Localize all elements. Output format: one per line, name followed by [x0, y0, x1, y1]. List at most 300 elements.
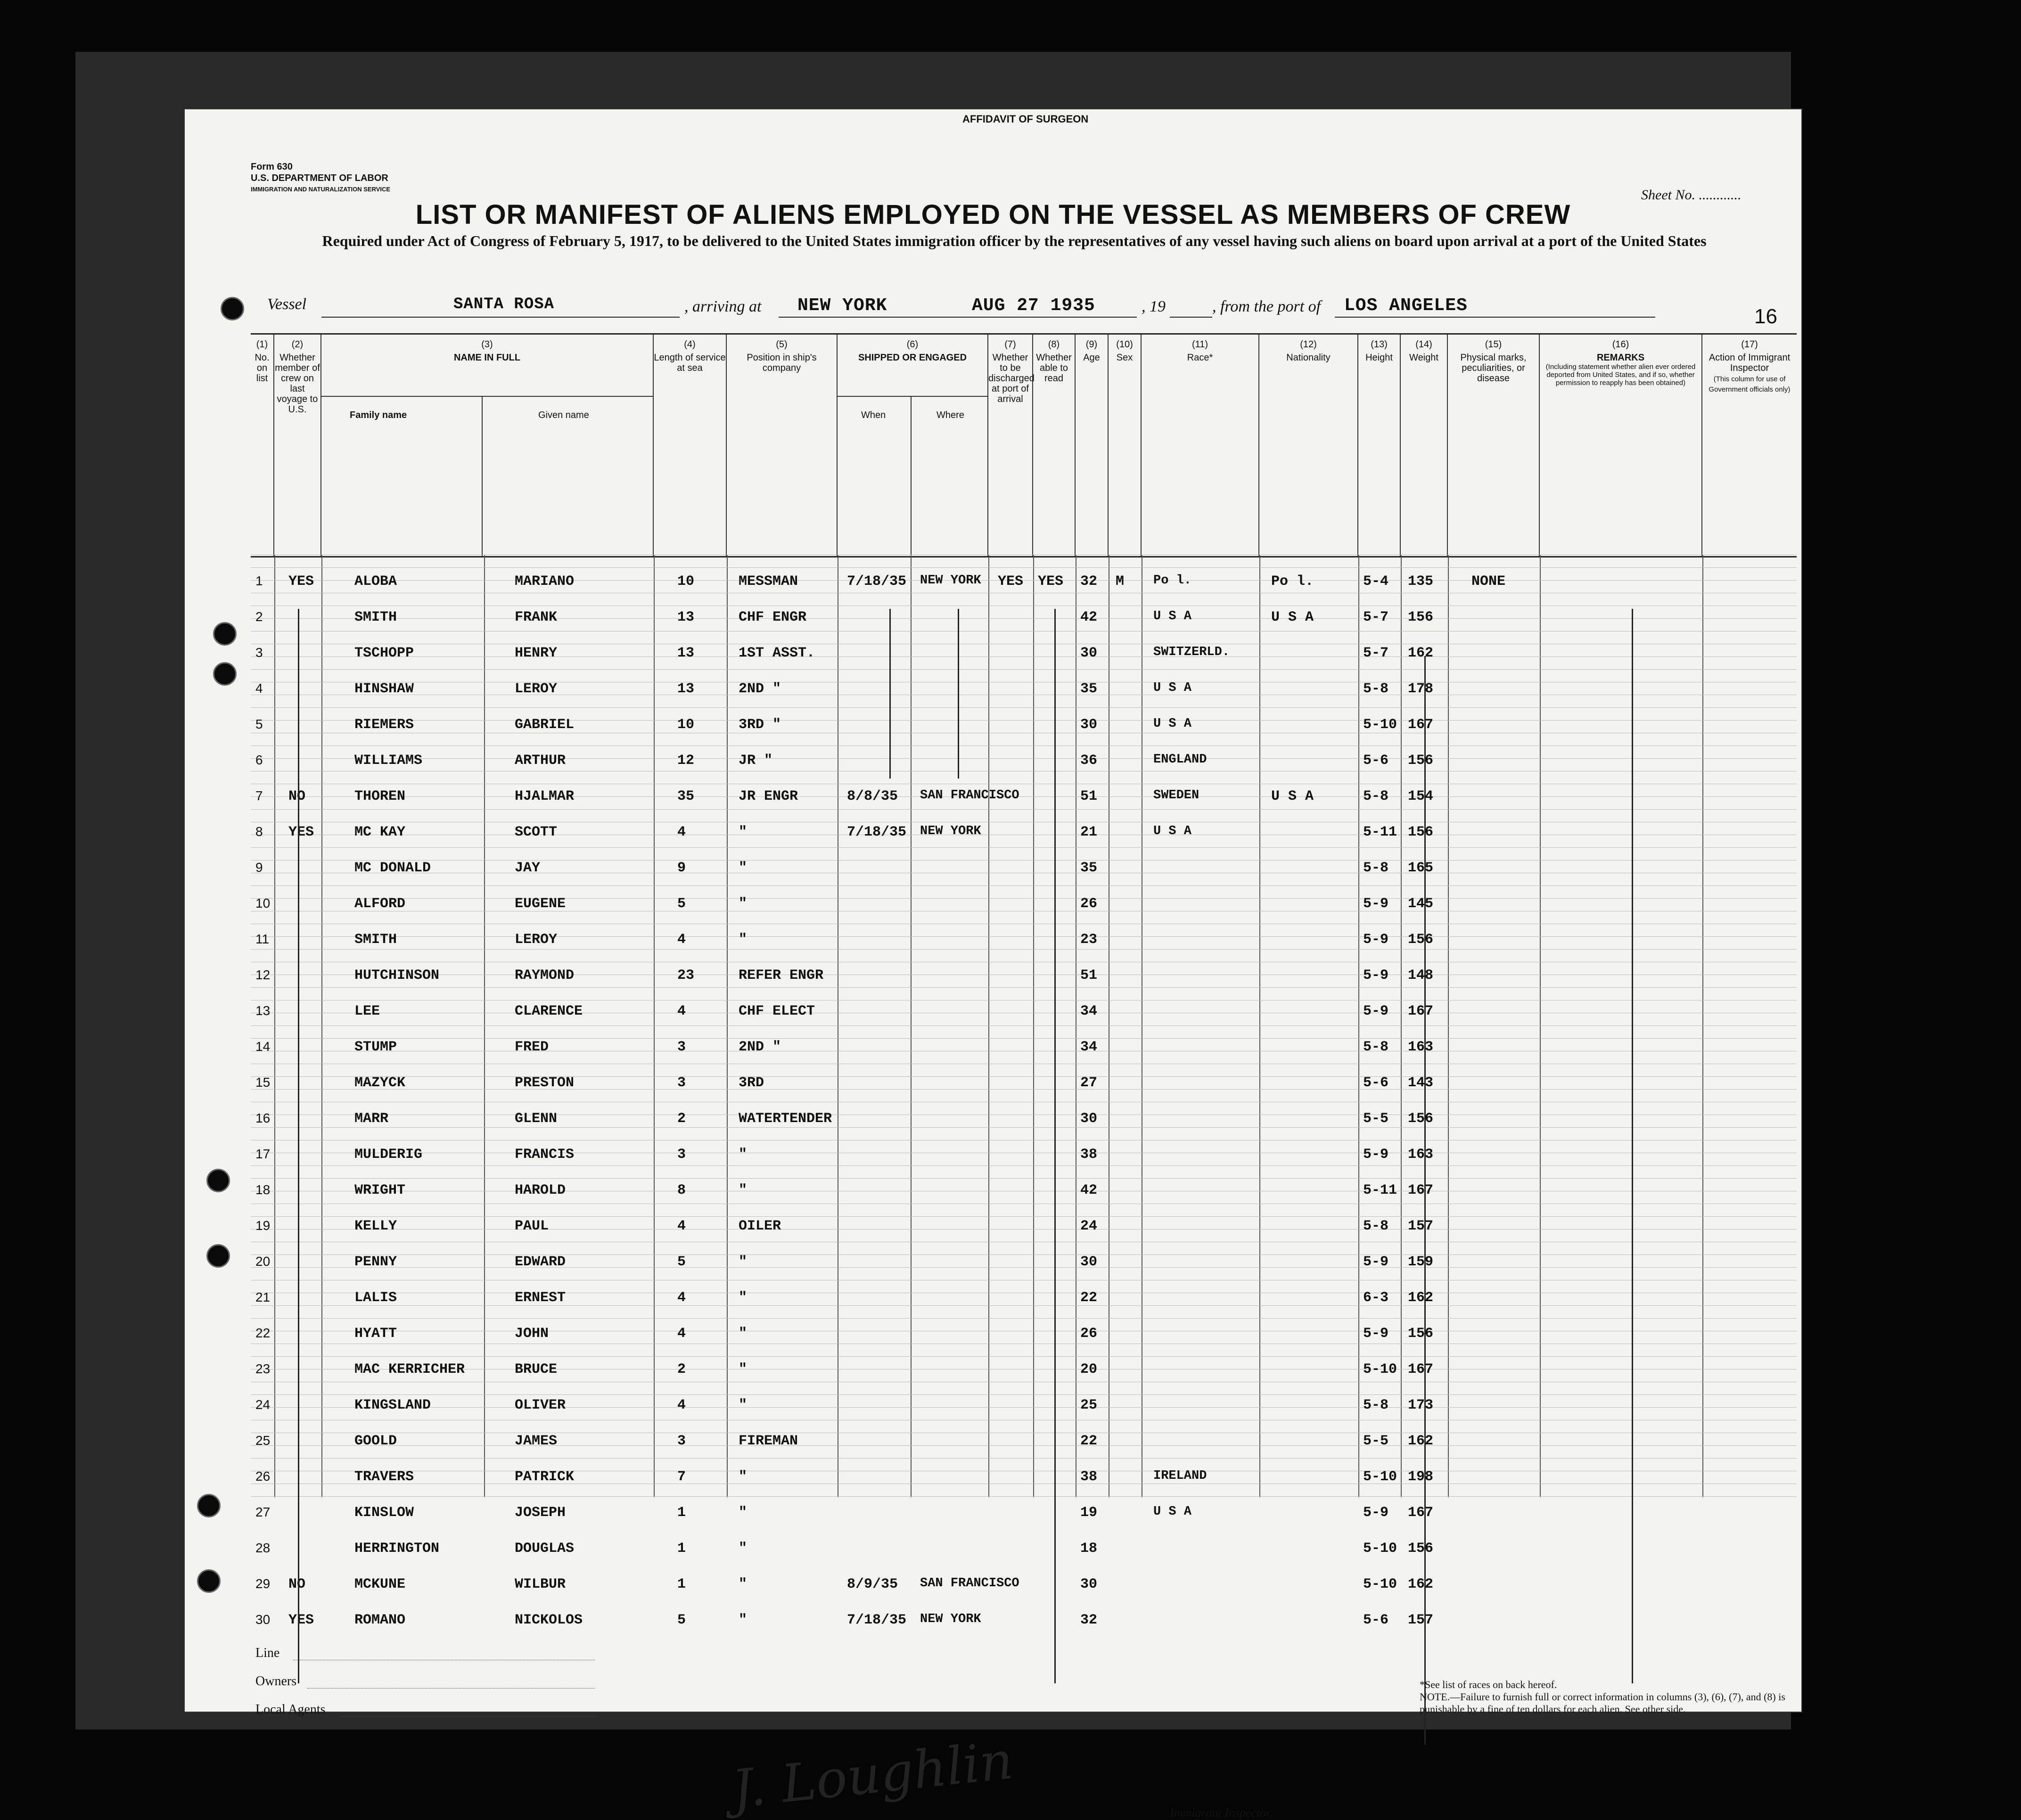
- cell-age: 30: [1080, 1576, 1098, 1592]
- table-row: [251, 1572, 1797, 1609]
- cell-family: ROMANO: [354, 1612, 406, 1628]
- cell-family: MC DONALD: [354, 860, 431, 876]
- cell-height: 5-8: [1363, 1039, 1389, 1055]
- cell-height: 5-9: [1363, 1505, 1389, 1521]
- cell-weight: 159: [1408, 1254, 1434, 1270]
- col-11-header: (11) Race*: [1142, 335, 1259, 556]
- cell-weight: 162: [1408, 645, 1434, 661]
- cell-height: 5-9: [1363, 1003, 1389, 1019]
- cell-position: MESSMAN: [739, 574, 798, 590]
- cell-no: 24: [255, 1397, 271, 1412]
- ditto-stroke-marks: [1632, 609, 1633, 1683]
- table-row: [251, 676, 1797, 714]
- cell-family: WILLIAMS: [354, 753, 423, 769]
- cell-no: 4: [255, 681, 263, 696]
- cell-when: 7/18/35: [847, 1612, 907, 1628]
- cell-age: 34: [1080, 1003, 1098, 1019]
- cell-given: FRANK: [515, 609, 558, 625]
- cell-age: 42: [1080, 609, 1098, 625]
- cell-when: 8/8/35: [847, 788, 898, 804]
- cell-weight: 143: [1408, 1075, 1434, 1091]
- cell-service: 23: [677, 967, 695, 984]
- cell-no: 6: [255, 753, 263, 767]
- column-header: [251, 333, 1797, 557]
- cell-position: 2ND ": [739, 1039, 781, 1055]
- ditto-stroke-nationality: [1424, 656, 1426, 1745]
- vessel-label: Vessel: [267, 295, 307, 313]
- cell-family: SMITH: [354, 932, 397, 948]
- cell-family: HINSHAW: [354, 681, 414, 697]
- cell-age: 35: [1080, 860, 1098, 876]
- cell-height: 5-7: [1363, 609, 1389, 625]
- col-16-header: (16) REMARKS (Including statement whether alien ever ordered deported from United States, and if so, whether permission to reapply has been obtained): [1540, 335, 1702, 556]
- cell-no: 26: [255, 1469, 271, 1484]
- cell-weight: 167: [1408, 1505, 1434, 1521]
- cell-weight: 162: [1408, 1576, 1434, 1592]
- cell-age: 27: [1080, 1075, 1098, 1091]
- cell-given: MARIANO: [515, 574, 575, 590]
- cell-family: MAC KERRICHER: [354, 1361, 465, 1377]
- arriving-label: , arriving at: [684, 298, 762, 315]
- footnote: [1420, 1679, 1787, 1715]
- cell-no: 28: [255, 1541, 271, 1555]
- cell-given: ARTHUR: [515, 753, 566, 769]
- table-row: [251, 784, 1797, 821]
- cell-prev: YES: [288, 574, 314, 590]
- table-row: [251, 1428, 1797, 1466]
- cell-weight: 162: [1408, 1433, 1434, 1449]
- cell-family: ALFORD: [354, 896, 406, 912]
- cell-race: ENGLAND: [1153, 753, 1207, 767]
- cell-race: U S A: [1153, 1505, 1192, 1519]
- cell-no: 15: [255, 1075, 271, 1090]
- cell-age: 25: [1080, 1397, 1098, 1413]
- cell-no: 21: [255, 1290, 271, 1304]
- cell-height: 5-6: [1363, 753, 1389, 769]
- form-number: Form 630: [251, 162, 293, 172]
- cell-weight: 135: [1408, 574, 1434, 590]
- table-row: [251, 1536, 1797, 1574]
- table-row: [251, 1393, 1797, 1430]
- cell-prev: NO: [288, 788, 306, 804]
- cell-service: 13: [677, 609, 695, 625]
- table-row: [251, 640, 1797, 678]
- cell-weight: 156: [1408, 1541, 1434, 1557]
- table-row: [251, 1285, 1797, 1323]
- cell-height: 5-9: [1363, 1326, 1389, 1342]
- cell-weight: 178: [1408, 681, 1434, 697]
- cell-weight: 156: [1408, 824, 1434, 840]
- department: U.S. DEPARTMENT OF LABOR: [251, 173, 388, 183]
- cell-service: 10: [677, 574, 695, 590]
- cell-given: PATRICK: [515, 1469, 575, 1485]
- cell-race: IRELAND: [1153, 1469, 1207, 1483]
- cell-given: FRED: [515, 1039, 549, 1055]
- affidavit-heading: AFFIDAVIT OF SURGEON: [962, 113, 1089, 125]
- cell-no: 3: [255, 645, 263, 660]
- cell-no: 11: [255, 932, 270, 946]
- cell-marks: NONE: [1471, 574, 1506, 590]
- cell-family: STUMP: [354, 1039, 397, 1055]
- cell-race: Po l.: [1153, 574, 1192, 588]
- ditto-stroke-col2: [298, 609, 299, 1683]
- cell-service: 8: [677, 1182, 686, 1198]
- cell-service: 4: [677, 932, 686, 948]
- cell-weight: 145: [1408, 896, 1434, 912]
- page-subtitle: Required under Act of Congress of February 5, 1917, to be delivered to the United States immigration officer by the representatives of any vessel having such aliens on board upon arrival at a port of the United States: [322, 232, 1707, 249]
- cell-family: TRAVERS: [354, 1469, 414, 1485]
- cell-age: 38: [1080, 1147, 1098, 1163]
- cell-service: 2: [677, 1361, 686, 1377]
- cell-given: CLARENCE: [515, 1003, 583, 1019]
- row-rule: [251, 567, 1797, 568]
- cell-service: 1: [677, 1576, 686, 1592]
- col-17-header: (17) Action of Immigrant Inspector (This column for use of Government officials only): [1709, 339, 1791, 394]
- cell-age: 21: [1080, 824, 1098, 840]
- cell-where: NEW YORK: [920, 574, 981, 588]
- cell-service: 4: [677, 1326, 686, 1342]
- immigrant-inspector-label: Immigrant Inspector.: [1170, 1806, 1273, 1820]
- given-name-header: Given name: [538, 410, 589, 420]
- cell-race: SWEDEN: [1153, 788, 1199, 803]
- cell-service: 1: [677, 1505, 686, 1521]
- cell-given: JOHN: [515, 1326, 549, 1342]
- cell-family: HUTCHINSON: [354, 967, 440, 984]
- cell-weight: 156: [1408, 932, 1434, 948]
- cell-height: 5-4: [1363, 574, 1389, 590]
- table-row: [251, 1357, 1797, 1394]
- cell-age: 30: [1080, 1254, 1098, 1270]
- table-row: [251, 748, 1797, 786]
- cell-position: ": [739, 1254, 748, 1270]
- cell-no: 18: [255, 1182, 271, 1197]
- table-row: [251, 820, 1797, 857]
- table-row: [251, 1106, 1797, 1144]
- cell-age: 22: [1080, 1433, 1098, 1449]
- cell-position: ": [739, 824, 748, 840]
- cell-given: JAMES: [515, 1433, 558, 1449]
- cell-no: 5: [255, 717, 263, 731]
- cell-service: 3: [677, 1433, 686, 1449]
- cell-height: 5-9: [1363, 932, 1389, 948]
- line-label: Line: [255, 1646, 280, 1660]
- cell-no: 1: [255, 574, 263, 588]
- punch-hole: [213, 622, 237, 646]
- cell-given: SCOTT: [515, 824, 558, 840]
- cell-no: 7: [255, 788, 263, 803]
- table-row: [251, 927, 1797, 965]
- where-header: Where: [937, 410, 964, 420]
- col-1-header: (1) No. on list: [251, 335, 274, 556]
- cell-age: 24: [1080, 1218, 1098, 1234]
- col-12-header: (12) Nationality: [1259, 335, 1358, 556]
- table-row: [251, 569, 1797, 607]
- cell-family: RIEMERS: [354, 717, 414, 733]
- cell-position: ": [739, 932, 748, 948]
- cell-position: 3RD: [739, 1075, 764, 1091]
- table-row: [251, 1464, 1797, 1502]
- vessel-underline: [321, 317, 680, 318]
- cell-height: 5-10: [1363, 1576, 1397, 1592]
- cell-service: 4: [677, 1218, 686, 1234]
- cell-service: 13: [677, 645, 695, 661]
- cell-position: WATERTENDER: [739, 1111, 832, 1127]
- page-number: 16: [1754, 305, 1777, 328]
- from-underline: [1335, 317, 1655, 318]
- cell-weight: 156: [1408, 753, 1434, 769]
- cell-family: MCKUNE: [354, 1576, 406, 1592]
- col-8-header: (8) Whether able to read: [1033, 335, 1076, 556]
- cell-family: MARR: [354, 1111, 389, 1127]
- cell-weight: 154: [1408, 788, 1434, 804]
- cell-age: 51: [1080, 967, 1098, 984]
- races-note: *See list of races on back hereof.: [1420, 1679, 1557, 1690]
- cell-family: MULDERIG: [354, 1147, 423, 1163]
- page-title: LIST OR MANIFEST OF ALIENS EMPLOYED ON THE VESSEL AS MEMBERS OF CREW: [415, 199, 1571, 230]
- cell-no: 16: [255, 1111, 271, 1125]
- cell-given: ERNEST: [515, 1290, 566, 1306]
- cell-weight: 162: [1408, 1290, 1434, 1306]
- cell-nationality: Po l.: [1271, 574, 1314, 590]
- arriving-port: NEW YORK: [797, 295, 887, 316]
- table-row: [251, 1142, 1797, 1180]
- cell-age: 22: [1080, 1290, 1098, 1306]
- cell-position: CHF ELECT: [739, 1003, 815, 1019]
- table-row: [251, 1034, 1797, 1072]
- cell-height: 5-10: [1363, 1469, 1397, 1485]
- cell-age: 30: [1080, 1111, 1098, 1127]
- cell-where: SAN FRANCISCO: [920, 788, 1019, 803]
- cell-given: RAYMOND: [515, 967, 575, 984]
- cell-position: ": [739, 1182, 748, 1198]
- cell-age: 30: [1080, 645, 1098, 661]
- col-4-header: (4) Length of service at sea: [654, 335, 727, 556]
- cell-age: 30: [1080, 717, 1098, 733]
- cell-service: 1: [677, 1541, 686, 1557]
- cell-service: 3: [677, 1075, 686, 1091]
- vessel-line: [267, 295, 306, 313]
- cell-age: 34: [1080, 1039, 1098, 1055]
- cell-position: JR ENGR: [739, 788, 798, 804]
- col-13-header: (13) Height: [1358, 335, 1401, 556]
- cell-service: 12: [677, 753, 695, 769]
- cell-age: 32: [1080, 574, 1098, 590]
- cell-given: LEROY: [515, 932, 558, 948]
- service: IMMIGRATION AND NATURALIZATION SERVICE: [251, 186, 391, 193]
- table-row: [251, 1321, 1797, 1359]
- cell-nationality: U S A: [1271, 609, 1314, 625]
- cell-given: HENRY: [515, 645, 558, 661]
- cell-age: 38: [1080, 1469, 1098, 1485]
- cell-position: REFER ENGR: [739, 967, 824, 984]
- when-header: When: [861, 410, 886, 420]
- table-row: [251, 1178, 1797, 1215]
- cell-family: ALOBA: [354, 574, 397, 590]
- cell-family: KINSLOW: [354, 1505, 414, 1521]
- cell-service: 5: [677, 1612, 686, 1628]
- col-6-header: (6) SHIPPED OR ENGAGED When Where: [838, 335, 988, 556]
- cell-family: MAZYCK: [354, 1075, 406, 1091]
- cell-sex: M: [1116, 574, 1125, 590]
- punch-hole: [221, 297, 244, 320]
- manifest-sheet: [184, 108, 1802, 1820]
- cell-weight: 165: [1408, 860, 1434, 876]
- cell-height: 5-6: [1363, 1075, 1389, 1091]
- table-row: [251, 605, 1797, 642]
- cell-where: SAN FRANCISCO: [920, 1576, 1019, 1590]
- table-row: [251, 1607, 1797, 1645]
- cell-family: SMITH: [354, 609, 397, 625]
- cell-weight: 148: [1408, 967, 1434, 984]
- cell-age: 36: [1080, 753, 1098, 769]
- punch-hole: [197, 1569, 221, 1593]
- cell-given: FRANCIS: [515, 1147, 575, 1163]
- cell-position: ": [739, 1290, 748, 1306]
- cell-position: CHF ENGR: [739, 609, 807, 625]
- sheet-no: Sheet No. ............: [1641, 187, 1742, 203]
- cell-given: WILBUR: [515, 1576, 566, 1592]
- cell-height: 5-9: [1363, 1254, 1389, 1270]
- cell-no: 20: [255, 1254, 271, 1269]
- col-7-header: (7) Whether to be discharged at port of arrival: [988, 335, 1033, 556]
- cell-height: 5-11: [1363, 824, 1397, 840]
- cell-no: 17: [255, 1147, 271, 1161]
- cell-service: 3: [677, 1039, 686, 1055]
- cell-no: 19: [255, 1218, 271, 1233]
- cell-given: JOSEPH: [515, 1505, 566, 1521]
- cell-family: PENNY: [354, 1254, 397, 1270]
- cell-age: 35: [1080, 681, 1098, 697]
- cell-weight: 163: [1408, 1147, 1434, 1163]
- cell-age: 23: [1080, 932, 1098, 948]
- cell-weight: 163: [1408, 1039, 1434, 1055]
- cell-position: ": [739, 1505, 748, 1521]
- col-10-header: (10) Sex: [1109, 335, 1142, 556]
- cell-given: DOUGLAS: [515, 1541, 575, 1557]
- cell-when: 8/9/35: [847, 1576, 898, 1592]
- cell-family: HYATT: [354, 1326, 397, 1342]
- cell-position: ": [739, 860, 748, 876]
- cell-height: 5-10: [1363, 1361, 1397, 1377]
- arrival-date-stamp: AUG 27 1935: [972, 295, 1095, 316]
- sheet-no-label: Sheet No.: [1641, 187, 1695, 203]
- table-row: [251, 1213, 1797, 1251]
- cell-weight: 157: [1408, 1218, 1434, 1234]
- cell-where: NEW YORK: [920, 1612, 981, 1626]
- cell-height: 5-9: [1363, 1147, 1389, 1163]
- cell-no: 25: [255, 1433, 271, 1448]
- cell-no: 2: [255, 609, 263, 624]
- ditto-stroke-when: [889, 609, 891, 779]
- cell-no: 12: [255, 967, 271, 982]
- col-5-header: (5) Position in ship's company: [727, 335, 838, 556]
- owners-label: Owners: [255, 1674, 297, 1689]
- col-3-header: (3) NAME IN FULL Family name Given name: [321, 335, 654, 556]
- cell-height: 5-8: [1363, 1397, 1389, 1413]
- cell-no: 27: [255, 1505, 271, 1519]
- cell-race: SWITZERLD.: [1153, 645, 1230, 659]
- cell-height: 5-8: [1363, 860, 1389, 876]
- cell-position: ": [739, 1612, 748, 1628]
- punch-hole: [213, 662, 237, 686]
- cell-service: 5: [677, 896, 686, 912]
- cell-service: 13: [677, 681, 695, 697]
- punch-hole: [197, 1494, 221, 1517]
- cell-no: 23: [255, 1361, 271, 1376]
- cell-height: 5-10: [1363, 1541, 1397, 1557]
- cell-service: 35: [677, 788, 695, 804]
- cell-given: EDWARD: [515, 1254, 566, 1270]
- col-15-header: (15) Physical marks, peculiarities, or disease: [1448, 335, 1540, 556]
- cell-given: GLENN: [515, 1111, 558, 1127]
- cell-weight: 167: [1408, 1182, 1434, 1198]
- cell-given: NICKOLOS: [515, 1612, 583, 1628]
- punch-hole: [206, 1169, 230, 1192]
- cell-service: 4: [677, 1290, 686, 1306]
- cell-service: 2: [677, 1111, 686, 1127]
- vessel-name: SANTA ROSA: [453, 295, 555, 313]
- cell-position: 2ND ": [739, 681, 781, 697]
- table-row: [251, 712, 1797, 750]
- cell-family: HERRINGTON: [354, 1541, 440, 1557]
- cell-prev: NO: [288, 1576, 306, 1592]
- cell-height: 6-3: [1363, 1290, 1389, 1306]
- cell-service: 4: [677, 824, 686, 840]
- cell-weight: 156: [1408, 609, 1434, 625]
- cell-age: 18: [1080, 1541, 1098, 1557]
- cell-family: LALIS: [354, 1290, 397, 1306]
- owners-field: [307, 1688, 595, 1689]
- cell-given: OLIVER: [515, 1397, 566, 1413]
- cell-nationality: U S A: [1271, 788, 1314, 804]
- cell-when: 7/18/35: [847, 824, 907, 840]
- cell-position: ": [739, 1469, 748, 1485]
- inspector-signature: J. Loughlin: [729, 1730, 1016, 1820]
- cell-height: 5-5: [1363, 1111, 1389, 1127]
- cell-position: ": [739, 1361, 748, 1377]
- cell-family: LEE: [354, 1003, 380, 1019]
- cell-family: KELLY: [354, 1218, 397, 1234]
- table-row: [251, 855, 1797, 893]
- ditto-stroke-read: [1054, 609, 1056, 1683]
- cell-weight: 167: [1408, 1361, 1434, 1377]
- cell-height: 5-6: [1363, 1612, 1389, 1628]
- from-port-label: , from the port of: [1212, 298, 1321, 315]
- cell-age: 26: [1080, 1326, 1098, 1342]
- cell-no: 22: [255, 1326, 271, 1340]
- cell-service: 5: [677, 1254, 686, 1270]
- cell-weight: 167: [1408, 717, 1434, 733]
- cell-height: 5-10: [1363, 717, 1397, 733]
- cell-weight: 198: [1408, 1469, 1434, 1485]
- cell-given: EUGENE: [515, 896, 566, 912]
- cell-given: LEROY: [515, 681, 558, 697]
- table-row: [251, 1070, 1797, 1108]
- cell-given: JAY: [515, 860, 541, 876]
- cell-race: U S A: [1153, 717, 1192, 731]
- cell-family: MC KAY: [354, 824, 406, 840]
- arrival-underline: [779, 317, 1137, 318]
- cell-weight: 157: [1408, 1612, 1434, 1628]
- local-agents-label: Local Agents: [255, 1702, 326, 1717]
- cell-prev: YES: [288, 824, 314, 840]
- ditto-stroke-where: [958, 609, 959, 779]
- cell-position: FIREMAN: [739, 1433, 798, 1449]
- cell-service: 7: [677, 1469, 686, 1485]
- year-label: , 19: [1142, 298, 1166, 315]
- from-port: LOS ANGELES: [1344, 295, 1468, 316]
- cell-height: 5-9: [1363, 967, 1389, 984]
